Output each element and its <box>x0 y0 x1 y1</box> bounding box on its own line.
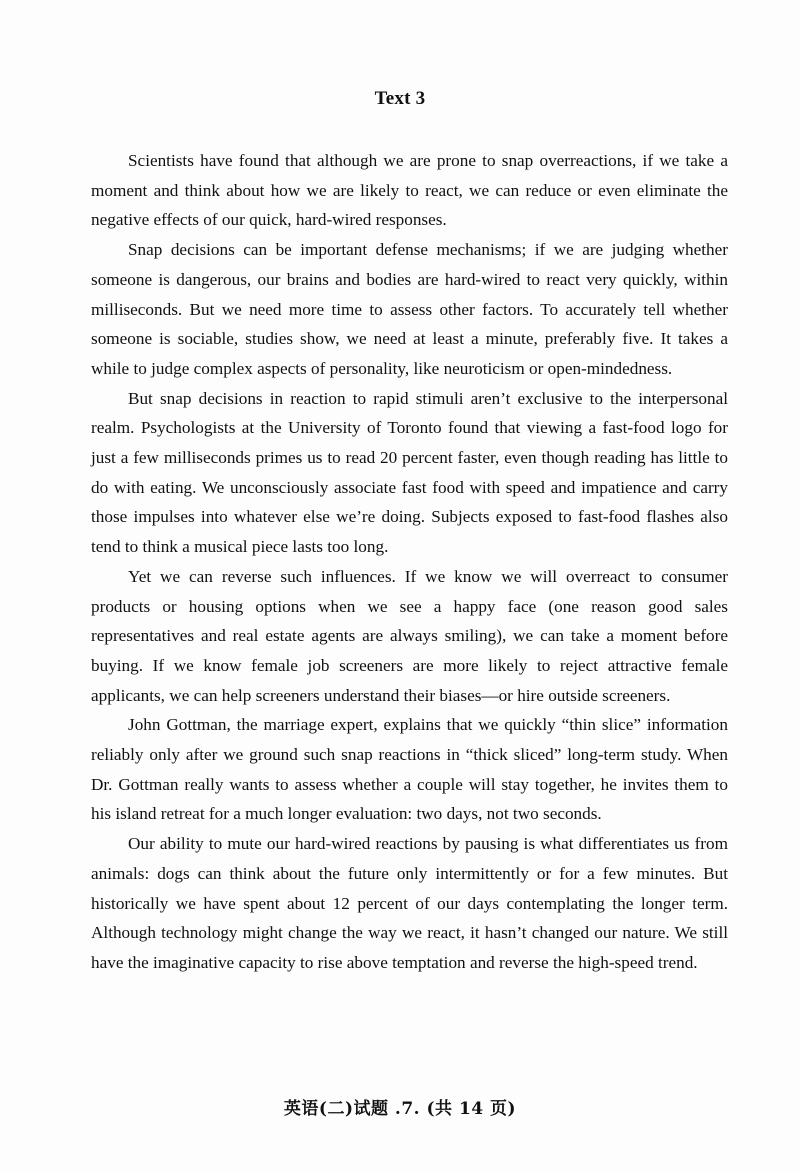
paragraph: John Gottman, the marriage expert, explains that we quickly “thin slice” information reliably only after we ground such snap reactions in “thick sliced” long-term study. When Dr. Gottman really wants to assess whether a couple will stay together, he invites them to his island retreat for a much longer evaluation: two days, not two seconds. <box>91 715 728 824</box>
paragraph: Scientists have found that although we are prone to snap overreactions, if we take a moment and think about how we are likely to react, we can reduce or even eliminate the negative effects of our quick, hard-wired responses. <box>91 151 728 230</box>
passage-body <box>91 146 728 978</box>
text-title: Text 3 <box>374 88 426 109</box>
paragraph: But snap decisions in reaction to rapid stimuli aren’t exclusive to the interpersonal realm. Psychologists at the University of Toronto found that viewing a fast-food logo for just a few milliseconds primes us to read 20 percent faster, even though reading has little to do with eating. We unconsciously associate fast food with speed and impatience and carry those impulses into whatever else we’re doing. Subjects exposed to fast-food flashes also tend to think a musical piece lasts too long. <box>91 388 728 557</box>
page-footer: 英语(二)试题 .7. (共 14 页) <box>283 1099 517 1119</box>
paragraph: Snap decisions can be important defense mechanisms; if we are judging whether someone is dangerous, our brains and bodies are hard-wired to react very quickly, within milliseconds. But we need more time to assess other factors. To accurately tell whether someone is sociable, studies show, we need at least a minute, preferably five. It takes a while to judge complex aspects of personality, like neuroticism or open-mindedness. <box>91 240 728 378</box>
paragraph: Our ability to mute our hard-wired reactions by pausing is what differentiates us from animals: dogs can think about the future only intermittently or for a few minutes. But historically we have spent about 12 percent of our days contemplating the longer term. Although technology might change the way we react, it hasn’t changed our nature. We still have the imaginative capacity to rise above temptation and reverse the high-speed trend. <box>91 834 728 972</box>
paragraph: Yet we can reverse such influences. If we know we will overreact to consumer products or housing options when we see a happy face (one reason good sales representatives and real estate agents are always smiling), we can take a moment before buying. If we know female job screeners are more likely to reject attractive female applicants, we can help screeners understand their biases—or hire outside screeners. <box>91 566 728 705</box>
